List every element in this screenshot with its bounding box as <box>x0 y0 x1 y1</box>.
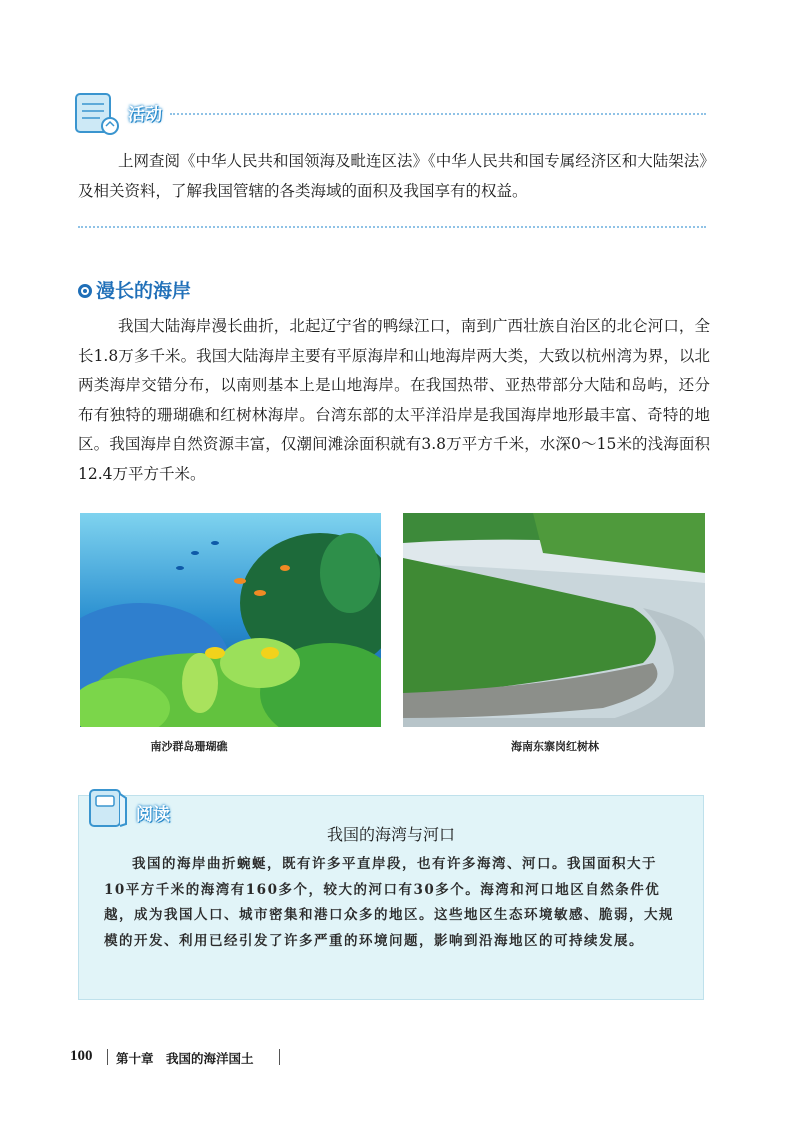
footer-chapter-title: 第十章 我国的海洋国土 <box>116 1051 254 1066</box>
activity-notebook-icon <box>72 92 124 138</box>
section-heading-text: 漫长的海岸 <box>96 280 192 302</box>
activity-divider <box>170 113 706 115</box>
activity-text: 上网查阅《中华人民共和国领海及毗连区法》《中华人民共和国专属经济区和大陆架法》及相关资料，了解我国管辖的各类海域的面积及我国享有的权益。 <box>78 152 708 200</box>
reading-text: 我国的海岸曲折蜿蜒，既有许多平直岸段，也有许多海湾、河口。我国面积大于10平方千米的海湾有160多个，较大的河口有30多个。海湾和河口地区自然条件优越，成为我国人口、城市密集和港口众多的地区。这些地区生态环境敏感、脆弱，大规模的开发、利用已经引发了许多严重的环境问题，影响到沿海地区的可持续发展。 <box>104 856 674 949</box>
section-body-text: 我国大陆海岸漫长曲折，北起辽宁省的鸭绿江口，南到广西壮族自治区的北仑河口，全长1.8万多千米。我国大陆海岸主要有平原海岸和山地海岸两大类，大致以杭州湾为界，以北两类海岸交错分布，以南则基本上是山地海岸。在我国热带、亚热带部分大陆和岛屿，还分布有独特的珊瑚礁和红树林海岸。台湾东部的太平洋沿岸是我国海岸地形最丰富、奇特的地区。我国海岸自然资源丰富，仅潮间滩涂面积就有3.8万平方千米，水深0～15米的浅海面积12.4万平方千米。 <box>78 317 710 483</box>
section-heading <box>78 276 191 303</box>
footer-divider <box>279 1049 280 1065</box>
activity-label: 活动 <box>128 105 162 125</box>
coral-reef-photo <box>80 513 381 727</box>
reading-label: 阅读 <box>136 805 170 825</box>
page-number: 100 <box>70 1048 93 1064</box>
section-bullet-icon <box>78 284 92 298</box>
mangrove-caption: 海南东寨岗红树林 <box>511 740 599 753</box>
coral-reef-caption: 南沙群岛珊瑚礁 <box>150 740 228 753</box>
footer-divider <box>107 1049 108 1065</box>
reading-title: 我国的海湾与河口 <box>326 825 455 844</box>
activity-bottom-divider <box>78 226 706 228</box>
mangrove-photo <box>403 513 705 727</box>
